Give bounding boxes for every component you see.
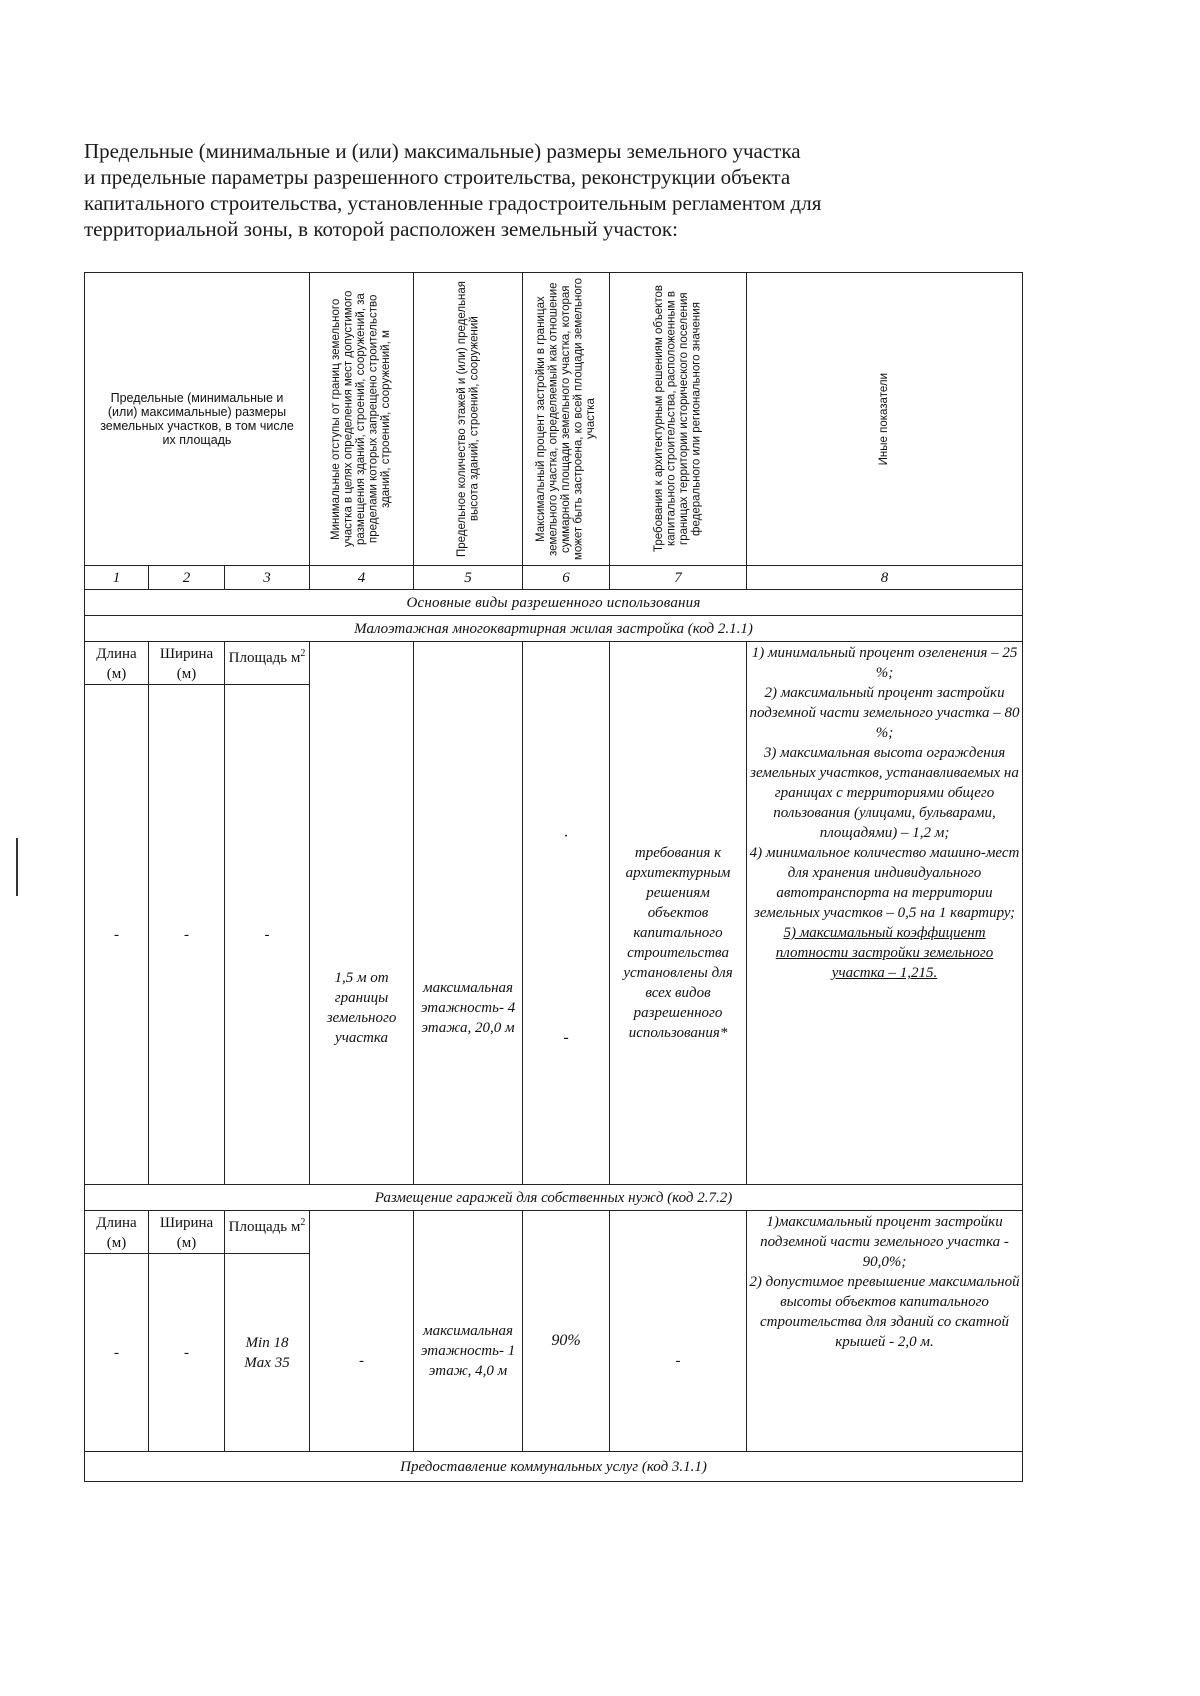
coverage-dot: · xyxy=(563,828,569,845)
other-item: 3) максимальная высота ограждения земельных участков, устанавливаемых на границах с территориями общего пользования (улицами, бульварами, площадями) – 1,2 м; xyxy=(750,745,1019,841)
column-number: 5 xyxy=(414,566,523,590)
margin-mark xyxy=(16,838,18,896)
column-number: 2 xyxy=(149,566,225,590)
width-label: Ширина (м) xyxy=(149,642,225,685)
intro-line: капитального строительства, установленные градостроительным регламентом для xyxy=(84,191,822,215)
section-row xyxy=(85,590,1023,616)
column-number-row xyxy=(85,566,1023,590)
use-type-title: Размещение гаражей для собственных нужд (код 2.7.2) xyxy=(85,1185,1023,1211)
other-item: 5) максимальный коэффициент плотности застройки земельного участка – 1,215. xyxy=(775,925,994,981)
area-value xyxy=(225,1254,310,1452)
dimension-label-row xyxy=(85,642,1023,685)
regulations-table xyxy=(84,272,1023,1482)
other-item: 2) максимальный процент застройки подземной части земельного участка – 80 %; xyxy=(749,685,1020,741)
header-cell-setback: Минимальные отступы от границ земельного участка в целях определения мест допустимого размещения зданий, строений, сооружений, за пределами которых запрещено строительство зданий, строений, сооружений, м xyxy=(310,273,414,566)
length-value: - xyxy=(85,685,149,1185)
header-row xyxy=(85,273,1023,566)
dimension-label-row xyxy=(85,1211,1023,1254)
width-value: - xyxy=(149,1254,225,1452)
column-number: 4 xyxy=(310,566,414,590)
area-label: Площадь $м^2$ xyxy=(225,642,310,685)
intro-line: и предельные параметры разрешенного строительства, реконструкции объекта xyxy=(84,165,791,189)
area-label: Площадь $м^2$ xyxy=(225,1211,310,1254)
intro-line: территориальной зоны, в которой расположен земельный участок: xyxy=(84,217,678,241)
header-cell-floors: Предельное количество этажей и (или) предельная высота зданий, строений, сооружений xyxy=(414,273,523,566)
architecture-value: требования к архитектурным решениям объектов капитального строительства установлены для всех видов разрешенного использования* xyxy=(610,642,747,1185)
length-value: - xyxy=(85,1254,149,1452)
use-type-title: Предоставление коммунальных услуг (код 3.1.1) xyxy=(85,1452,1023,1482)
area-value: - xyxy=(225,685,310,1185)
other-indicators xyxy=(747,1211,1023,1452)
other-item: 1) минимальный процент озеленения – 25 %; xyxy=(751,645,1018,681)
column-number: 8 xyxy=(747,566,1023,590)
section-title: Основные виды разрешенного использования xyxy=(85,590,1023,616)
coverage-value: - xyxy=(563,1029,569,1046)
floors-value: максимальная этажность- 4 этажа, 20,0 м xyxy=(414,642,523,1185)
other-item: 4) минимальное количество машино-мест для хранения индивидуального автотранспорта на территории земельных участков – 0,5 на 1 квартиру; xyxy=(749,845,1020,921)
architecture-value: - xyxy=(610,1211,747,1452)
use-type-title: Малоэтажная многоквартирная жилая застройка (код 2.1.1) xyxy=(85,616,1023,642)
header-cell-coverage: Максимальный процент застройки в границах земельного участка, определяемый как отношение суммарной площади земельного участка, которая может быть застроена, ко всей площади земельного участка xyxy=(523,273,610,566)
column-number: 6 xyxy=(523,566,610,590)
header-cell-architecture: Требования к архитектурным решениям объектов капитального строительства, расположенным в границах территории исторического поселения федерального или регионального значения xyxy=(610,273,747,566)
header-cell-other: Иные показатели xyxy=(747,273,1023,566)
area-min: Min 18 xyxy=(245,1334,289,1351)
other-item: 1)максимальный процент застройки подземной части земельного участка - 90,0%; xyxy=(760,1214,1009,1270)
width-value: - xyxy=(149,685,225,1185)
column-number: 7 xyxy=(610,566,747,590)
intro-text xyxy=(84,138,944,242)
use-type-row xyxy=(85,616,1023,642)
floors-value: максимальная этажность- 1 этаж, 4,0 м xyxy=(414,1211,523,1452)
use-type-row xyxy=(85,1185,1023,1211)
header-cell-sizes: Предельные (минимальные и (или) максимальные) размеры земельных участков, в том числе их площадь xyxy=(85,273,310,566)
setback-value: 1,5 м от границы земельного участка xyxy=(310,642,414,1185)
coverage-value: 90% xyxy=(523,1211,610,1452)
width-label: Ширина (м) xyxy=(149,1211,225,1254)
area-max: Max 35 xyxy=(244,1354,290,1371)
column-number: 3 xyxy=(225,566,310,590)
other-indicators xyxy=(747,642,1023,1185)
coverage-cell xyxy=(523,642,610,1185)
length-label: Длина (м) xyxy=(85,1211,149,1254)
length-label: Длина (м) xyxy=(85,642,149,685)
column-number: 1 xyxy=(85,566,149,590)
intro-line: Предельные (минимальные и (или) максимальные) размеры земельного участка xyxy=(84,139,801,163)
other-item: 2) допустимое превышение максимальной высоты объектов капитального строительства для зданий со скатной крышей - 2,0 м. xyxy=(749,1274,1020,1350)
setback-value: - xyxy=(310,1211,414,1452)
use-type-row xyxy=(85,1452,1023,1482)
